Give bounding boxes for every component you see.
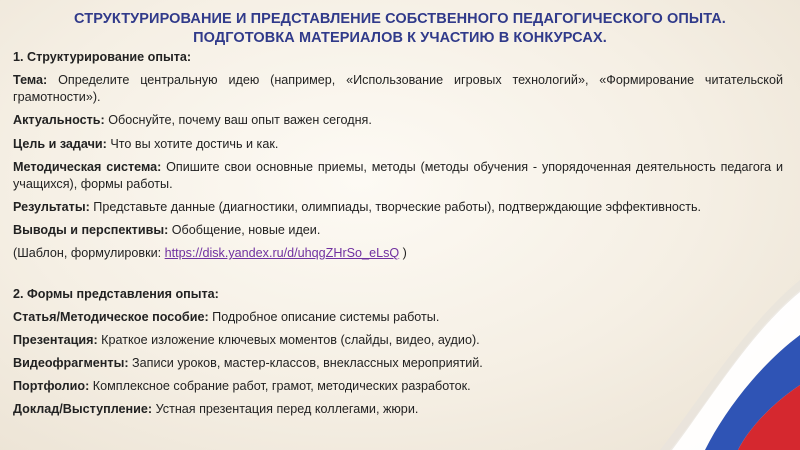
item-text: Представьте данные (диагностики, олимпиады, творческие работы), подтверждающие эффективность. xyxy=(89,199,702,214)
item-label: Статья/Методическое пособие: xyxy=(13,309,209,324)
template-prefix: (Шаблон, формулировки: xyxy=(13,246,165,261)
list-item-results xyxy=(13,199,783,216)
item-label: Методическая система: xyxy=(13,159,162,174)
title-line-2: ПОДГОТОВКА МАТЕРИАЛОВ К УЧАСТИЮ В КОНКУРСАХ. xyxy=(193,30,607,46)
section-1-heading: 1. Структурирование опыта: xyxy=(13,50,192,64)
item-text: Устная презентация перед коллегами, жюри. xyxy=(152,402,419,417)
item-text: Обобщение, новые идеи. xyxy=(168,223,321,238)
list-item-article xyxy=(13,309,783,326)
item-label: Актуальность: xyxy=(13,113,105,128)
list-item-goals xyxy=(13,136,783,153)
list-item-video xyxy=(13,355,783,372)
item-text: Определите центральную идею (например, «Использование игровых технологий», «Формирование читательской грамотности»). xyxy=(13,73,783,105)
item-text: Записи уроков, мастер-классов, внеклассных мероприятий. xyxy=(128,356,483,371)
list-item-relevance xyxy=(13,112,783,129)
title-line-1: СТРУКТУРИРОВАНИЕ И ПРЕДСТАВЛЕНИЕ СОБСТВЕННОГО ПЕДАГОГИЧЕСКОГО ОПЫТА. xyxy=(74,11,726,27)
item-text: Подробное описание системы работы. xyxy=(208,309,440,324)
item-label: Тема: xyxy=(13,73,48,88)
list-item-method-system xyxy=(13,159,783,193)
spacer xyxy=(13,269,783,286)
item-text: Опишите свои основные приемы, методы (методы обучения - упорядоченная деятельность педагога и учащихся), формы работы. xyxy=(13,159,783,191)
page-title xyxy=(0,10,800,48)
item-label: Презентация: xyxy=(13,332,98,347)
list-item-conclusions xyxy=(13,222,783,239)
list-item-report xyxy=(13,401,783,418)
item-label: Портфолио: xyxy=(13,379,90,394)
item-label: Цель и задачи: xyxy=(13,136,107,151)
template-suffix: ) xyxy=(399,246,407,261)
item-label: Результаты: xyxy=(13,199,90,214)
list-item-portfolio xyxy=(13,378,783,395)
list-item-presentation xyxy=(13,332,783,349)
item-text: Что вы хотите достичь и как. xyxy=(106,136,279,151)
template-link[interactable]: https://disk.yandex.ru/d/uhqgZHrSo_eLsQ xyxy=(164,246,400,261)
item-text: Краткое изложение ключевых моментов (слайды, видео, аудио). xyxy=(97,332,480,347)
section-2-heading: 2. Формы представления опыта: xyxy=(13,286,219,301)
item-label: Выводы и перспективы: xyxy=(13,223,169,238)
template-line xyxy=(13,245,783,262)
item-label: Видеофрагменты: xyxy=(13,356,129,371)
item-text: Обоснуйте, почему ваш опыт важен сегодня. xyxy=(104,113,372,128)
item-text: Комплексное собрание работ, грамот, методических разработок. xyxy=(89,379,471,394)
slide-content xyxy=(13,49,783,425)
list-item-theme xyxy=(13,72,783,106)
item-label: Доклад/Выступление: xyxy=(13,402,153,417)
